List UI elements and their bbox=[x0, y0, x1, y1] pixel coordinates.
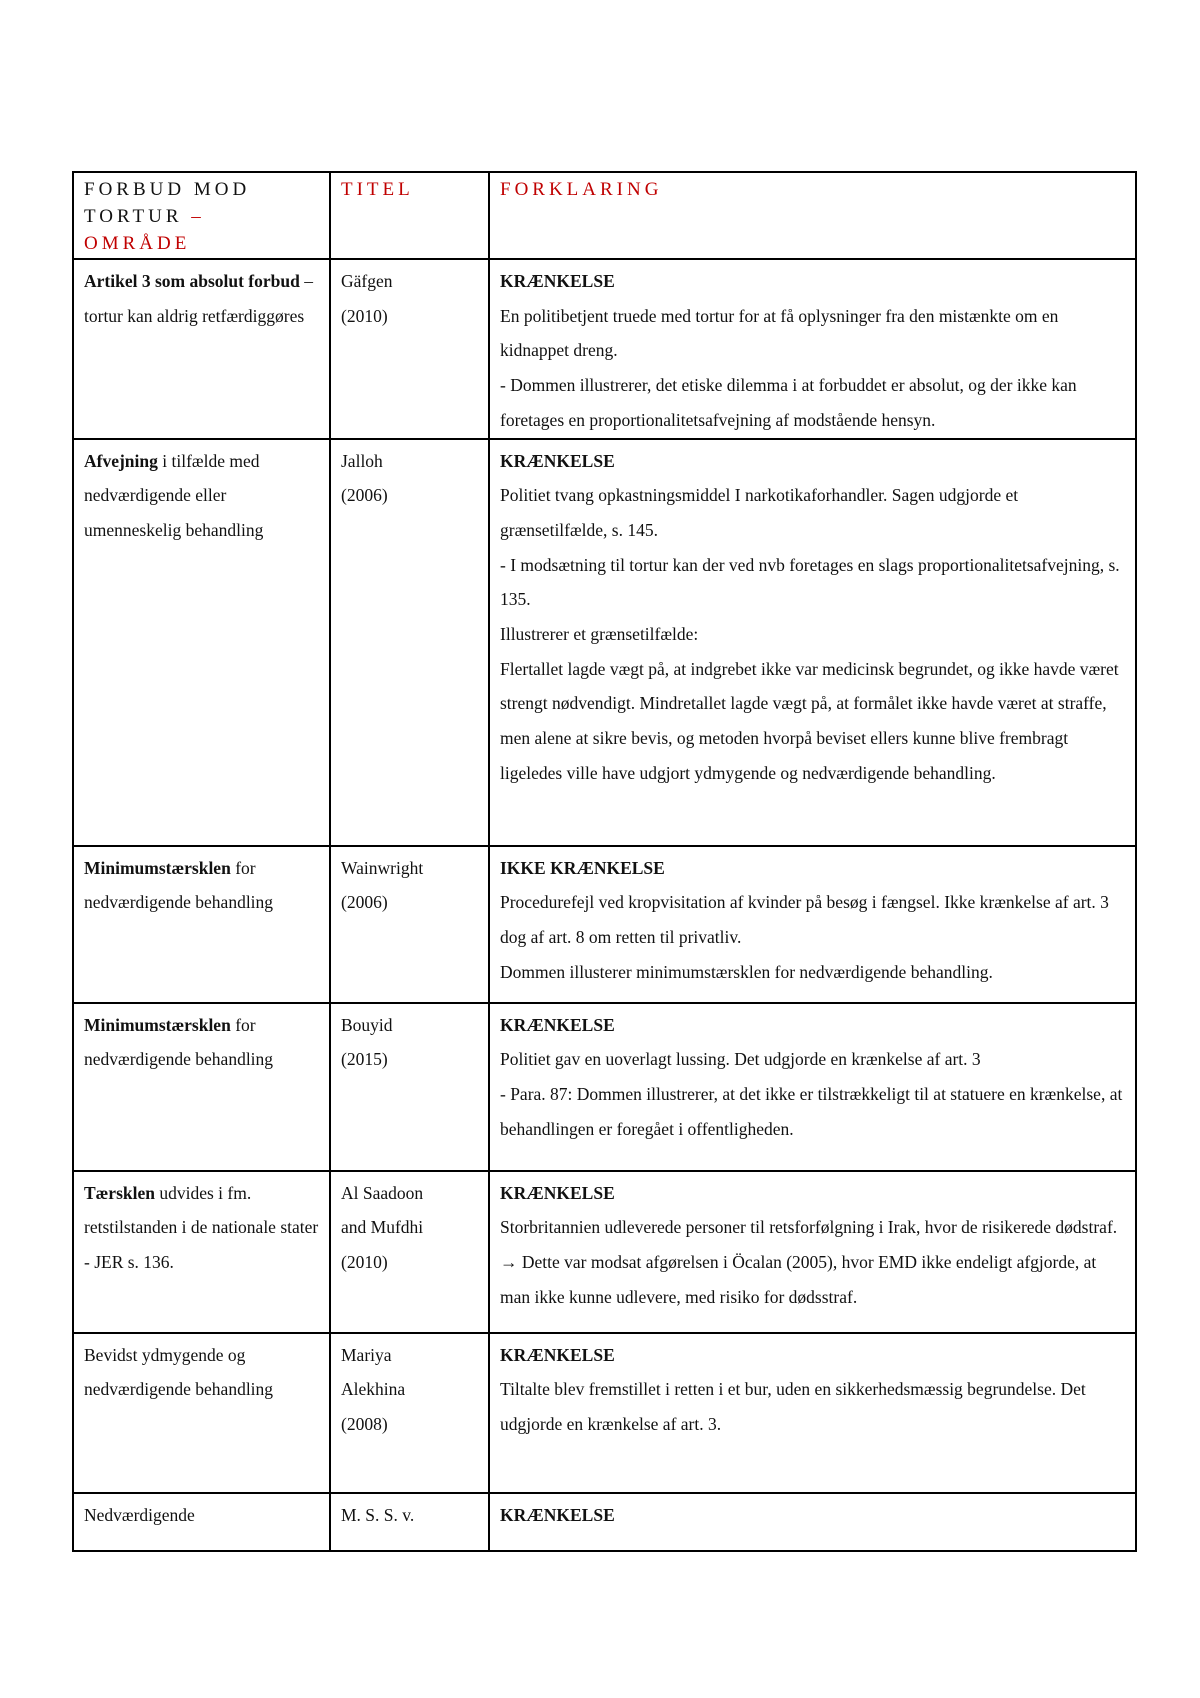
title-cell bbox=[330, 1493, 489, 1551]
case-name-cont: Alekhina bbox=[341, 1379, 406, 1400]
table-row bbox=[73, 1333, 1136, 1493]
area-cell bbox=[73, 259, 330, 439]
explanation-cell bbox=[489, 846, 1136, 1003]
explanation-cell bbox=[489, 439, 1136, 846]
area-cell bbox=[73, 1333, 330, 1493]
explanation-paragraph: Storbritannien udleverede personer til retsforfølgning i Irak, hvor de risikerede dødstraf. → Dette var modsat afgørelsen i Öcalan (2005), hvor EMD ikke endeligt afgjorde, at man ikke kunne udlevere, med risiko for dødsstraf. bbox=[500, 1217, 1118, 1307]
area-cell bbox=[73, 1003, 330, 1171]
header-title bbox=[330, 172, 489, 259]
area-cell bbox=[73, 439, 330, 846]
case-name: Jalloh bbox=[341, 450, 383, 471]
title-cell bbox=[330, 439, 489, 846]
case-name: Al Saadoon bbox=[341, 1182, 424, 1203]
area-description: – tortur kan aldrig retfærdiggøres bbox=[84, 271, 313, 326]
explanation-cell bbox=[489, 259, 1136, 439]
area-description: udvides i fm. retstilstanden i de nationale stater bbox=[84, 1182, 319, 1238]
explanation-paragraph: Flertallet lagde vægt på, at indgrebet ikke var medicinsk begrundet, og ikke havde været strengt nødvendigt. Mindretallet lagde vægt på, at formålet ikke havde været at straffe, men alene at sikre bevis, og metoden hvorpå beviset ellers kunne blive frembragt ligeledes ville have udgjort ydmygende og nedværdigende behandling. bbox=[500, 658, 1119, 783]
explanation-paragraph: En politibetjent truede med tortur for at få oplysninger fra den mistænkte om en kidnappet dreng. bbox=[500, 305, 1059, 361]
area-cell bbox=[73, 1493, 330, 1551]
case-year: (2010) bbox=[341, 1251, 388, 1272]
area-term: Minimumstærsklen bbox=[84, 1014, 231, 1035]
verdict: KRÆNKELSE bbox=[500, 1182, 615, 1203]
title-cell bbox=[330, 1003, 489, 1171]
explanation-paragraph: Procedurefejl ved kropvisitation af kvinder på besøg i fængsel. Ikke krænkelse af art. 3 dog af art. 8 om retten til privatliv. bbox=[500, 892, 1109, 947]
title-cell bbox=[330, 1171, 489, 1333]
explanation-cell bbox=[489, 1171, 1136, 1333]
case-name: Bouyid bbox=[341, 1014, 393, 1035]
case-year: (2006) bbox=[341, 892, 388, 913]
explanation-paragraph: Tiltalte blev fremstillet i retten i et bur, uden en sikkerhedsmæssig begrundelse. Det udgjorde en krænkelse af art. 3. bbox=[500, 1379, 1086, 1434]
case-name: M. S. S. v. bbox=[341, 1504, 415, 1525]
case-name: Wainwright bbox=[341, 857, 424, 878]
table-header-row bbox=[73, 172, 1136, 259]
header-explanation bbox=[489, 172, 1136, 259]
case-name-cont: and Mufdhi bbox=[341, 1217, 424, 1238]
area-description: i tilfælde med nedværdigende eller umenneskelig behandling bbox=[84, 450, 264, 540]
explanation-paragraph: - Dommen illustrerer, det etiske dilemma i at forbuddet er absolut, og der ikke kan foretages en proportionalitetsafvejning af modstående hensyn. bbox=[500, 375, 1077, 430]
area-reference: - JER s. 136. bbox=[84, 1251, 174, 1272]
explanation-paragraph: - I modsætning til tortur kan der ved nvb foretages en slags proportionalitetsafvejning, s. 135. bbox=[500, 554, 1120, 610]
title-cell bbox=[330, 846, 489, 1003]
table-row bbox=[73, 1493, 1136, 1551]
verdict: KRÆNKELSE bbox=[500, 1014, 615, 1035]
explanation-paragraph: Illustrerer et grænsetilfælde: bbox=[500, 624, 699, 645]
area-term: Afvejning bbox=[84, 450, 158, 471]
explanation-paragraph: - Para. 87: Dommen illustrerer, at det ikke er tilstrækkeligt til at statuere en krænkelse, at behandlingen er foregået i offentligheden. bbox=[500, 1083, 1123, 1139]
table-row bbox=[73, 439, 1136, 846]
explanation-cell bbox=[489, 1333, 1136, 1493]
header-area-label-suffix: – OMRÅDE bbox=[84, 206, 205, 254]
explanation-cell bbox=[489, 1493, 1136, 1551]
table-row bbox=[73, 846, 1136, 1003]
explanation-paragraph: Politiet tvang opkastningsmiddel I narkotikaforhandler. Sagen udgjorde et grænsetilfælde, s. 145. bbox=[500, 485, 1019, 540]
case-table bbox=[72, 171, 1137, 1552]
table-row bbox=[73, 259, 1136, 439]
verdict: KRÆNKELSE bbox=[500, 1344, 615, 1365]
case-year: (2015) bbox=[341, 1049, 388, 1070]
case-name: Mariya bbox=[341, 1344, 392, 1365]
verdict: IKKE KRÆNKELSE bbox=[500, 857, 665, 878]
area-term: Bevidst ydmygende og nedværdigende behandling bbox=[84, 1344, 274, 1400]
explanation-paragraph: Politiet gav en uoverlagt lussing. Det udgjorde en krænkelse af art. 3 bbox=[500, 1049, 981, 1070]
area-term: Artikel 3 som absolut forbud bbox=[84, 271, 300, 291]
title-cell bbox=[330, 259, 489, 439]
area-cell bbox=[73, 1171, 330, 1333]
area-description: for nedværdigende behandling bbox=[84, 1014, 274, 1070]
table-row bbox=[73, 1171, 1136, 1333]
table-row bbox=[73, 1003, 1136, 1171]
explanation-cell bbox=[489, 1003, 1136, 1171]
verdict: KRÆNKELSE bbox=[500, 271, 615, 291]
case-year: (2006) bbox=[341, 485, 388, 506]
case-year: (2010) bbox=[341, 305, 388, 326]
header-explanation-label: FORKLARING bbox=[500, 179, 663, 200]
header-title-label: TITEL bbox=[341, 179, 414, 200]
header-area bbox=[73, 172, 330, 259]
case-name: Gäfgen bbox=[341, 271, 393, 291]
area-term: Minimumstærsklen bbox=[84, 857, 231, 878]
area-description: for nedværdigende behandling bbox=[84, 857, 274, 913]
area-term: Nedværdigende bbox=[84, 1504, 195, 1525]
header-area-label: FORBUD MOD TORTUR bbox=[84, 179, 251, 227]
verdict: KRÆNKELSE bbox=[500, 1504, 615, 1525]
explanation-paragraph: Dommen illusterer minimumstærsklen for nedværdigende behandling. bbox=[500, 961, 993, 982]
case-year: (2008) bbox=[341, 1413, 388, 1434]
area-cell bbox=[73, 846, 330, 1003]
area-term: Tærsklen bbox=[84, 1182, 155, 1203]
title-cell bbox=[330, 1333, 489, 1493]
verdict: KRÆNKELSE bbox=[500, 450, 615, 471]
